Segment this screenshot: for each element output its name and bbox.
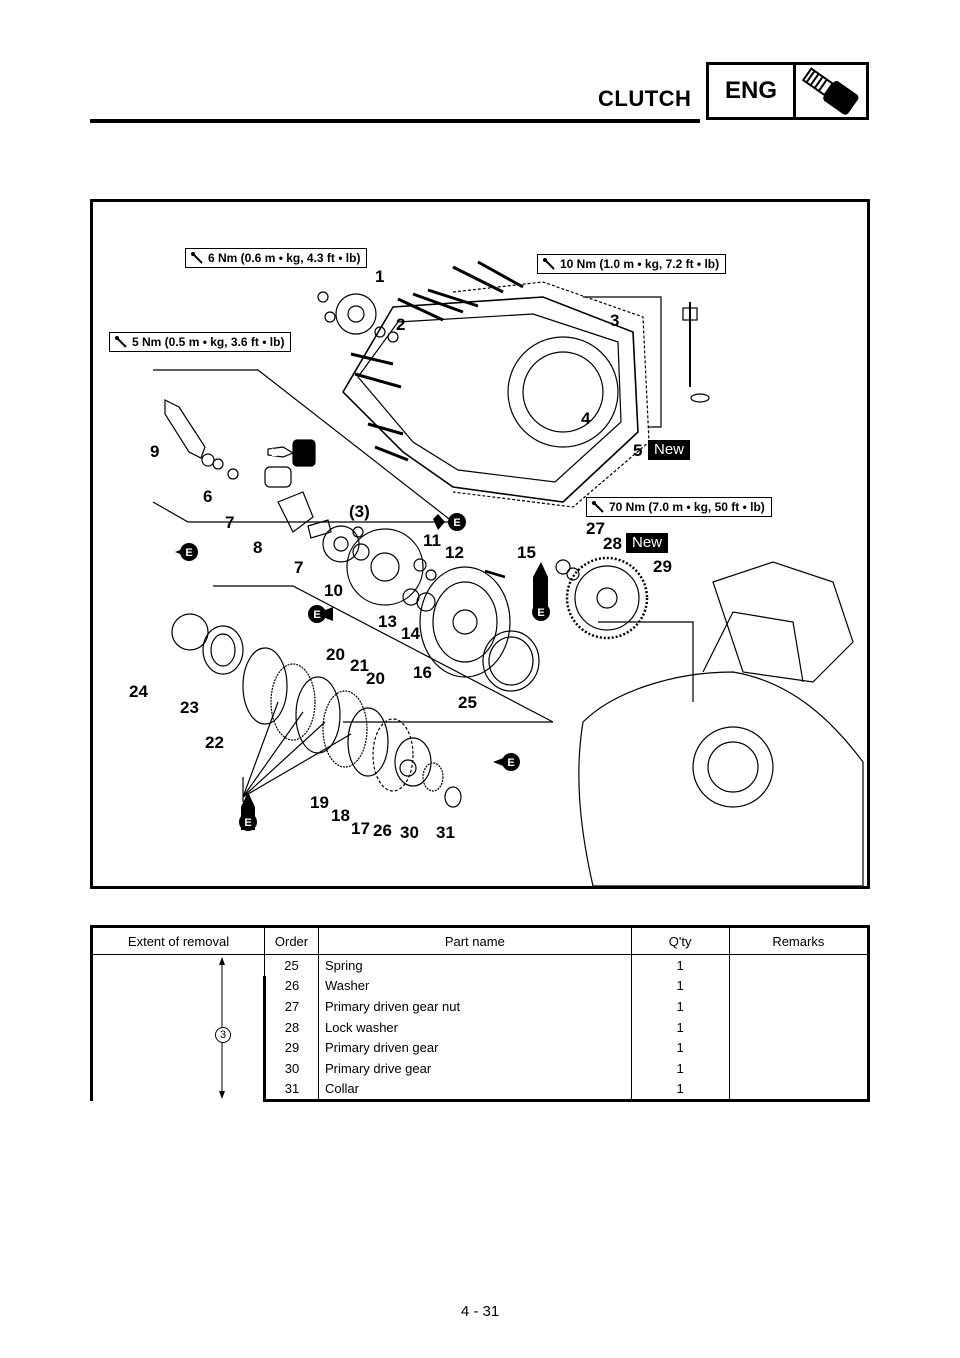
cell-remarks bbox=[729, 1079, 868, 1101]
callout-29: 29 bbox=[653, 557, 672, 576]
header-rule bbox=[90, 119, 700, 123]
callout-4: 4 bbox=[581, 409, 591, 428]
torque-spec-10nm bbox=[537, 254, 726, 274]
callout-24: 24 bbox=[129, 682, 148, 701]
torque-wrench-icon bbox=[186, 249, 208, 267]
chapter-tab bbox=[706, 62, 869, 120]
callout-23: 23 bbox=[180, 698, 199, 717]
cell-part-name: Washer bbox=[319, 976, 632, 997]
callout-22: 22 bbox=[205, 733, 224, 752]
header-part-name: Part name bbox=[319, 927, 632, 955]
svg-text:E: E bbox=[244, 817, 252, 829]
cell-qty: 1 bbox=[631, 976, 729, 997]
clutch-exploded-view bbox=[93, 202, 867, 886]
chapter-label: ENG bbox=[709, 65, 796, 117]
callout-13: 13 bbox=[378, 612, 397, 631]
cell-part-name: Primary drive gear bbox=[319, 1058, 632, 1079]
callout-15: 15 bbox=[517, 543, 536, 562]
cell-part-name: Collar bbox=[319, 1079, 632, 1101]
callout-5: 5 bbox=[633, 441, 643, 460]
cell-order: 31 bbox=[265, 1079, 319, 1101]
cell-order: 29 bbox=[265, 1037, 319, 1058]
table-row bbox=[92, 955, 869, 976]
callout-7b: 7 bbox=[294, 558, 304, 577]
exploded-diagram bbox=[90, 199, 870, 889]
svg-text:E: E bbox=[453, 517, 461, 529]
cell-remarks bbox=[729, 1017, 868, 1038]
svg-text:E: E bbox=[537, 607, 545, 619]
torque-spec-5nm-text: 5 Nm (0.5 m • kg, 3.6 ft • lb) bbox=[132, 335, 285, 349]
callout-7a: 7 bbox=[225, 513, 235, 532]
cell-qty: 1 bbox=[631, 1037, 729, 1058]
callout-17: 17 bbox=[351, 819, 370, 838]
torque-spec-70nm bbox=[586, 497, 772, 517]
callout-14: 14 bbox=[401, 624, 420, 643]
callout-20a: 20 bbox=[326, 645, 345, 664]
callout-21: 21 bbox=[350, 656, 369, 675]
cell-part-name: Spring bbox=[319, 955, 632, 976]
cell-remarks bbox=[729, 955, 868, 976]
svg-text:LS: LS bbox=[270, 447, 286, 459]
callout-8: 8 bbox=[253, 538, 263, 557]
torque-wrench-icon bbox=[587, 498, 609, 516]
page-number: 4 - 31 bbox=[460, 1303, 500, 1320]
header-extent: Extent of removal bbox=[92, 927, 265, 955]
callout-12: 12 bbox=[445, 543, 464, 562]
callout-25: 25 bbox=[458, 693, 477, 712]
cell-remarks bbox=[729, 1037, 868, 1058]
svg-text:E: E bbox=[313, 609, 321, 621]
extent-of-removal-cell bbox=[92, 955, 265, 1101]
cell-order: 26 bbox=[265, 976, 319, 997]
cell-qty: 1 bbox=[631, 1079, 729, 1101]
callout-2: 2 bbox=[396, 315, 406, 334]
cell-part-name: Lock washer bbox=[319, 1017, 632, 1038]
callout-31: 31 bbox=[436, 823, 455, 842]
callout-26: 26 bbox=[373, 821, 392, 840]
callout-20b: 20 bbox=[366, 669, 385, 688]
cell-order: 27 bbox=[265, 996, 319, 1017]
callout-6: 6 bbox=[203, 487, 213, 506]
torque-spec-6nm-text: 6 Nm (0.6 m • kg, 4.3 ft • lb) bbox=[208, 251, 361, 265]
torque-spec-6nm bbox=[185, 248, 367, 268]
cell-remarks bbox=[729, 1058, 868, 1079]
section-title: CLUTCH bbox=[598, 86, 692, 111]
torque-wrench-icon bbox=[538, 255, 560, 273]
cell-qty: 1 bbox=[631, 955, 729, 976]
callout-19: 19 bbox=[310, 793, 329, 812]
cell-part-name: Primary driven gear nut bbox=[319, 996, 632, 1017]
callout-1: 1 bbox=[375, 267, 385, 286]
callout-11: 11 bbox=[423, 531, 441, 550]
callout-28: 28 bbox=[603, 534, 622, 553]
cell-order: 25 bbox=[265, 955, 319, 976]
callout-16: 16 bbox=[413, 663, 432, 682]
svg-text:E: E bbox=[185, 547, 193, 559]
callout-9: 9 bbox=[150, 442, 160, 461]
header-order: Order bbox=[265, 927, 319, 955]
cell-remarks bbox=[729, 976, 868, 997]
torque-spec-70nm-text: 70 Nm (7.0 m • kg, 50 ft • lb) bbox=[609, 500, 765, 514]
callout-30: 30 bbox=[400, 823, 419, 842]
callout-3-paren: (3) bbox=[349, 502, 370, 521]
cell-remarks bbox=[729, 996, 868, 1017]
callout-18: 18 bbox=[331, 806, 350, 825]
header-qty: Q'ty bbox=[631, 927, 729, 955]
callout-3: 3 bbox=[610, 311, 620, 330]
torque-wrench-icon bbox=[110, 333, 132, 351]
header-remarks: Remarks bbox=[729, 927, 868, 955]
extent-marker: 3 bbox=[215, 1027, 231, 1043]
cell-part-name: Primary driven gear bbox=[319, 1037, 632, 1058]
svg-text:E: E bbox=[507, 757, 515, 769]
cell-order: 28 bbox=[265, 1017, 319, 1038]
new-part-badge-28: New bbox=[626, 533, 668, 553]
torque-spec-5nm bbox=[109, 332, 291, 352]
cell-qty: 1 bbox=[631, 1017, 729, 1038]
cell-order: 30 bbox=[265, 1058, 319, 1079]
table-header-row bbox=[92, 927, 869, 955]
engine-bolt-icon bbox=[796, 65, 866, 117]
torque-spec-10nm-text: 10 Nm (1.0 m • kg, 7.2 ft • lb) bbox=[560, 257, 720, 271]
callout-27: 27 bbox=[586, 519, 605, 538]
removal-parts-table bbox=[90, 925, 870, 1102]
new-part-badge-5: New bbox=[648, 440, 690, 460]
callout-10: 10 bbox=[324, 581, 343, 600]
cell-qty: 1 bbox=[631, 996, 729, 1017]
cell-qty: 1 bbox=[631, 1058, 729, 1079]
